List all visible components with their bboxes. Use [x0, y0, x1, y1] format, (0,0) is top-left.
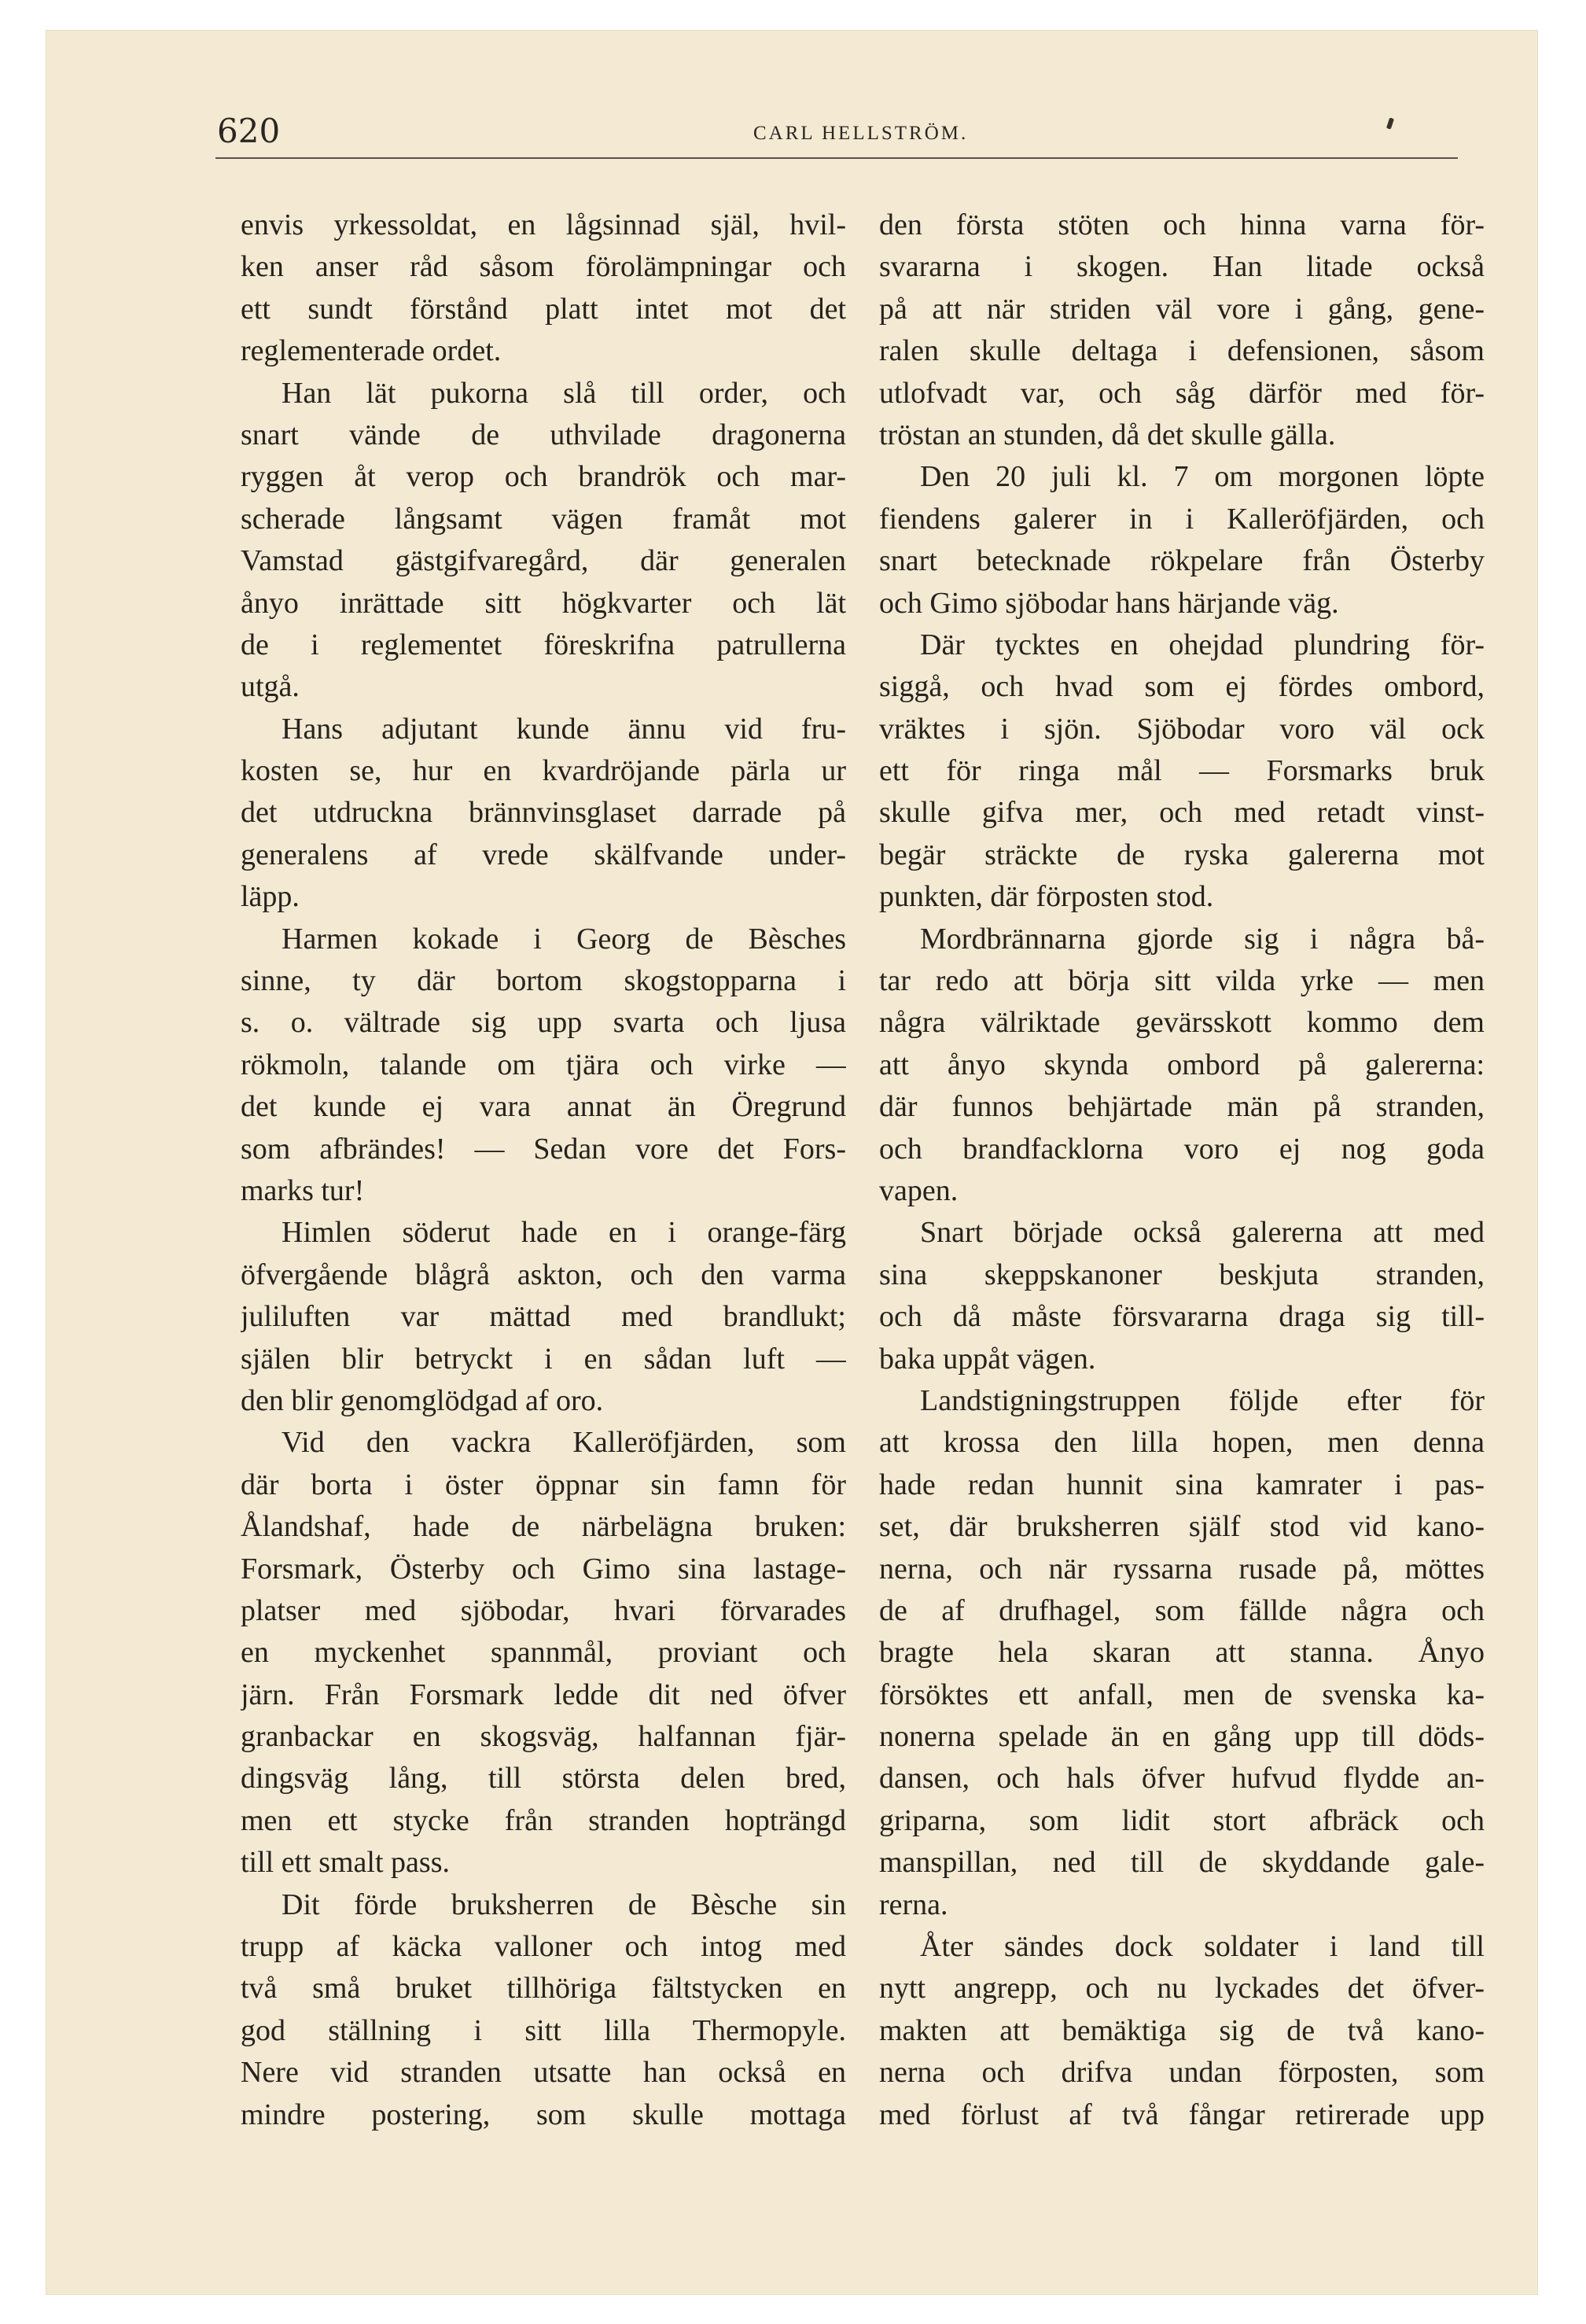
text-line: manspillan, ned till de skyddande gale-	[879, 1846, 1485, 1880]
text-line: Harmen kokade i Georg de Bèsches	[282, 922, 846, 956]
text-line: som afbrändes! — Sedan vore det Fors-	[241, 1132, 846, 1166]
text-line: s. o. vältrade sig upp svarta och ljusa	[241, 1006, 846, 1040]
text-line: mindre postering, som skulle mottaga	[241, 2097, 846, 2131]
text-line: Vamstad gästgifvaregård, där generalen	[241, 544, 846, 578]
text-line: reglementerade ordet.	[241, 334, 502, 368]
text-line: och brandfacklorna voro ej nog goda	[879, 1132, 1485, 1166]
ink-mark	[1386, 117, 1394, 129]
text-line: ryggen åt verop och brandrök och mar-	[241, 460, 846, 494]
text-line: den första stöten och hinna varna för-	[879, 208, 1485, 241]
text-line: några välriktade gevärsskott kommo dem	[879, 1006, 1485, 1040]
text-line: ralen skulle deltaga i defensionen, såsom	[879, 334, 1485, 368]
right-text-column	[879, 204, 1485, 2249]
text-line: rerna.	[879, 1888, 948, 1921]
text-line: ånyo inrättade sitt högkvarter och lät	[241, 586, 846, 620]
text-line: men ett stycke från stranden hopträngd	[241, 1803, 846, 1837]
text-line: med förlust af två fångar retirerade upp	[879, 2097, 1485, 2131]
text-line: trupp af käcka valloner och intog med	[241, 1930, 846, 1964]
text-line: fiendens galerer in i Kalleröfjärden, och	[879, 502, 1485, 536]
text-line: de i reglementet föreskrifna patrullerna	[241, 628, 846, 661]
text-line: nonerna spelade än en gång upp till döds-	[879, 1720, 1485, 1754]
text-line: Hans adjutant kunde ännu vid fru-	[282, 712, 846, 746]
text-line: ken anser råd såsom förolämpningar och	[241, 250, 846, 284]
text-line: Där tycktes en ohejdad plundring för-	[920, 628, 1485, 661]
text-line: Åter sändes dock soldater i land till	[920, 1930, 1485, 1964]
text-line: det kunde ej vara annat än Öregrund	[241, 1090, 846, 1124]
text-line: att ånyo skynda ombord på galererna:	[879, 1048, 1485, 1081]
text-line: bragte hela skaran att stanna. Ånyo	[879, 1636, 1485, 1670]
text-line: en myckenhet spannmål, proviant och	[241, 1636, 846, 1670]
text-line: nytt angrepp, och nu lyckades det öfver-	[879, 1972, 1485, 2005]
text-line: nerna, och när ryssarna rusade på, möttes	[879, 1552, 1485, 1586]
text-line: set, där bruksherren själf stod vid kano-	[879, 1510, 1485, 1544]
text-line: envis yrkessoldat, en lågsinnad själ, hvil-	[241, 208, 846, 241]
text-line: makten att bemäktiga sig de två kano-	[879, 2013, 1485, 2047]
text-line: Landstigningstruppen följde efter för	[920, 1383, 1485, 1417]
left-text-column	[241, 204, 846, 2249]
text-line: griparna, som lidit stort afbräck och	[879, 1803, 1485, 1837]
text-line: den blir genomglödgad af oro.	[241, 1383, 604, 1417]
text-line: siggå, och hvad som ej fördes ombord,	[879, 670, 1485, 704]
text-line: god ställning i sitt lilla Thermopyle.	[241, 2013, 846, 2047]
text-line: ett sundt förstånd platt intet mot det	[241, 292, 846, 326]
text-line: att krossa den lilla hopen, men denna	[879, 1426, 1485, 1460]
text-line: marks tur!	[241, 1173, 365, 1207]
text-line: vräktes i sjön. Sjöbodar voro väl ock	[879, 712, 1485, 746]
text-line: snart betecknade rökpelare från Österby	[879, 544, 1485, 578]
text-line: tröstan an stunden, då det skulle gälla.	[879, 418, 1336, 451]
text-line: försöktes ett anfall, men de svenska ka-	[879, 1678, 1485, 1711]
text-line: sinne, ty där bortom skogstopparna i	[241, 964, 846, 998]
text-line: skulle gifva mer, och med retadt vinst-	[879, 796, 1485, 830]
text-line: järn. Från Forsmark ledde dit ned öfver	[241, 1678, 846, 1711]
text-line: hade redan hunnit sina kamrater i pas-	[879, 1468, 1485, 1501]
text-line: Dit förde bruksherren de Bèsche sin	[282, 1888, 846, 1921]
text-line: öfvergående blågrå askton, och den varma	[241, 1258, 846, 1291]
text-line: dansen, och hals öfver hufvud flydde an-	[879, 1762, 1485, 1795]
text-line: läpp.	[241, 880, 300, 914]
text-line: utgå.	[241, 670, 300, 704]
text-line: tar redo att börja sitt vilda yrke — men	[879, 964, 1485, 998]
text-line: svararna i skogen. Han litade också	[879, 250, 1485, 284]
text-line: nerna och drifva undan förposten, som	[879, 2056, 1485, 2090]
text-line: själen blir betryckt i en sådan luft —	[241, 1342, 846, 1376]
text-line: Forsmark, Österby och Gimo sina lastage-	[241, 1552, 846, 1586]
text-line: Han lät pukorna slå till order, och	[282, 376, 846, 410]
text-line: kosten se, hur en kvardröjande pärla ur	[241, 754, 846, 788]
text-line: Ålandshaf, hade de närbelägna bruken:	[241, 1510, 846, 1544]
running-head: CARL HELLSTRÖM.	[753, 123, 969, 144]
text-line: på att när striden väl vore i gång, gene-	[879, 292, 1485, 326]
text-line: platser med sjöbodar, hvari förvarades	[241, 1593, 846, 1627]
text-line: Den 20 juli kl. 7 om morgonen löpte	[920, 460, 1485, 494]
text-line: till ett smalt pass.	[241, 1846, 450, 1880]
book-page	[46, 30, 1538, 2295]
text-line: två små bruket tillhöriga fältstycken en	[241, 1972, 846, 2005]
text-line: och Gimo sjöbodar hans härjande väg.	[879, 586, 1339, 620]
text-line: snart vände de uthvilade dragonerna	[241, 418, 846, 451]
text-line: och då måste försvararna draga sig till-	[879, 1300, 1485, 1334]
text-line: begär sträckte de ryska galererna mot	[879, 838, 1485, 871]
text-line: där funnos behjärtade män på stranden,	[879, 1090, 1485, 1124]
text-line: dingsväg lång, till största delen bred,	[241, 1762, 846, 1795]
text-line: Nere vid stranden utsatte han också en	[241, 2056, 846, 2090]
text-line: rökmoln, talande om tjära och virke —	[241, 1048, 846, 1081]
text-line: de af drufhagel, som fällde några och	[879, 1593, 1485, 1627]
text-line: Himlen söderut hade en i orange-färg	[282, 1216, 846, 1250]
text-line: granbackar en skogsväg, halfannan fjär-	[241, 1720, 846, 1754]
text-line: sina skeppskanoner beskjuta stranden,	[879, 1258, 1485, 1291]
text-line: scherade långsamt vägen framåt mot	[241, 502, 846, 536]
text-line: punkten, där förposten stod.	[879, 880, 1214, 914]
text-line: Mordbrännarna gjorde sig i några bå-	[920, 922, 1485, 956]
text-line: det utdruckna brännvinsglaset darrade på	[241, 796, 846, 830]
text-line: generalens af vrede skälfvande under-	[241, 838, 846, 871]
text-line: baka uppåt vägen.	[879, 1342, 1096, 1376]
text-line: juliluften var mättad med brandlukt;	[241, 1300, 846, 1334]
text-line: utlofvadt var, och såg därför med för-	[879, 376, 1485, 410]
text-line: vapen.	[879, 1173, 959, 1207]
text-line: där borta i öster öppnar sin famn för	[241, 1468, 846, 1501]
text-line: Vid den vackra Kalleröfjärden, som	[282, 1426, 846, 1460]
text-line: ett för ringa mål — Forsmarks bruk	[879, 754, 1485, 788]
header-rule	[215, 157, 1458, 159]
text-line: Snart började också galererna att med	[920, 1216, 1485, 1250]
page-number: 620	[217, 112, 281, 150]
